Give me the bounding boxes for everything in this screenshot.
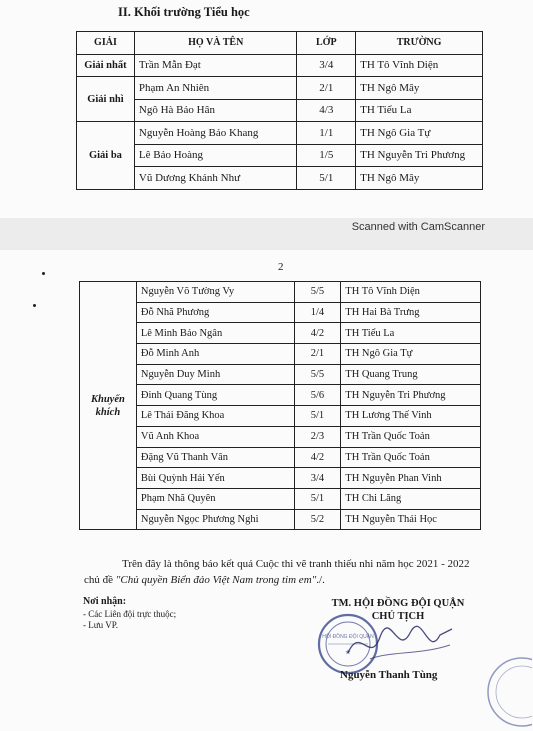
student-school: TH Trần Quốc Toản	[341, 426, 481, 447]
student-class: 1/5	[297, 144, 356, 167]
table-row	[80, 385, 481, 406]
awards-table-encouragement	[79, 281, 481, 530]
signature-org: TM. HỘI ĐỒNG ĐỘI QUẬN	[331, 598, 465, 609]
table-row	[77, 167, 483, 190]
scan-speck	[33, 304, 36, 307]
student-name: Vũ Anh Khoa	[136, 426, 294, 447]
student-class: 5/1	[297, 167, 356, 190]
recipients-heading: Nơi nhận:	[83, 596, 127, 607]
student-name: Ngô Hà Bảo Hân	[134, 99, 297, 122]
table-row	[80, 364, 481, 385]
table-row	[77, 122, 483, 145]
student-name: Nguyễn Võ Tường Vy	[136, 282, 294, 303]
student-name: Lê Thái Đăng Khoa	[136, 406, 294, 427]
table-row	[77, 144, 483, 167]
table-row	[80, 509, 481, 530]
conclusion-text: Trên đây là thông báo kết quả Cuộc thi vẽ tranh thiếu nhi năm học 2021 - 2022 chủ đề	[84, 558, 470, 586]
scanner-watermark: Scanned with CamScanner	[351, 221, 485, 233]
table-row	[80, 302, 481, 323]
student-school: TH Tô Vĩnh Diện	[356, 54, 483, 77]
header-school: TRƯỜNG	[356, 32, 483, 55]
student-name: Đỗ Nhã Phương	[136, 302, 294, 323]
signature-title: CHỦ TỊCH	[371, 611, 425, 622]
table-row	[80, 426, 481, 447]
student-name: Đặng Vũ Thanh Vân	[136, 447, 294, 468]
header-name: HỌ VÀ TÊN	[134, 32, 297, 55]
student-class: 5/6	[294, 385, 341, 406]
table-row	[80, 323, 481, 344]
awards-table-primary	[76, 31, 483, 190]
header-award: GIẢI	[77, 32, 135, 55]
student-name: Đỗ Minh Anh	[136, 344, 294, 365]
conclusion-end: ./.	[316, 574, 325, 586]
handwritten-signature	[340, 615, 460, 670]
table-header-row	[77, 32, 483, 55]
student-school: TH Tô Vĩnh Diện	[341, 282, 481, 303]
page-number: 2	[278, 261, 284, 273]
student-class: 4/3	[297, 99, 356, 122]
student-class: 5/1	[294, 488, 341, 509]
table-row	[80, 447, 481, 468]
award-encouragement	[80, 282, 137, 530]
student-class: 1/1	[297, 122, 356, 145]
student-school: TH Hai Bà Trưng	[341, 302, 481, 323]
partial-stamp	[482, 652, 532, 731]
recipient-item: - Các Liên đội trực thuộc;	[83, 609, 177, 619]
table-row	[80, 282, 481, 303]
student-class: 1/4	[294, 302, 341, 323]
student-school: TH Ngô Mây	[356, 77, 483, 100]
student-class: 5/5	[294, 364, 341, 385]
award-third: Giải ba	[77, 122, 135, 190]
student-class: 4/2	[294, 323, 341, 344]
section-title: II. Khối trường Tiểu học	[118, 5, 250, 19]
award-first: Giải nhất	[77, 54, 135, 77]
document-page-1	[0, 0, 533, 218]
student-name: Phạm An Nhiên	[134, 77, 297, 100]
award-second: Giải nhì	[77, 77, 135, 122]
student-class: 2/1	[294, 344, 341, 365]
student-school: TH Ngô Mây	[356, 167, 483, 190]
table-row	[80, 468, 481, 489]
student-class: 5/2	[294, 509, 341, 530]
student-name: Vũ Dương Khánh Như	[134, 167, 297, 190]
student-name: Nguyễn Hoàng Bảo Khang	[134, 122, 297, 145]
table-row	[80, 488, 481, 509]
award-label-line1: Khuyến	[91, 393, 125, 405]
table-row	[80, 344, 481, 365]
student-school: TH Nguyễn Tri Phương	[341, 385, 481, 406]
student-name: Bùi Quỳnh Hải Yến	[136, 468, 294, 489]
svg-text:★: ★	[345, 650, 351, 656]
student-name: Lê Minh Bảo Ngân	[136, 323, 294, 344]
scan-speck	[42, 272, 45, 275]
student-class: 2/3	[294, 426, 341, 447]
recipients-block	[83, 596, 176, 631]
signatory-name: Nguyễn Thanh Tùng	[340, 669, 438, 681]
recipient-item: - Lưu VP.	[83, 620, 118, 630]
table-row	[80, 406, 481, 427]
student-class: 3/4	[297, 54, 356, 77]
conclusion-paragraph	[84, 556, 482, 588]
student-school: TH Nguyễn Thái Học	[341, 509, 481, 530]
student-school: TH Lương Thế Vinh	[341, 406, 481, 427]
table-row	[77, 77, 483, 100]
student-school: TH Tiểu La	[341, 323, 481, 344]
student-school: TH Nguyễn Tri Phương	[356, 144, 483, 167]
student-class: 5/5	[294, 282, 341, 303]
student-school: TH Nguyễn Phan Vinh	[341, 468, 481, 489]
student-school: TH Ngô Gia Tự	[356, 122, 483, 145]
student-school: TH Ngô Gia Tự	[341, 344, 481, 365]
student-name: Trần Mẫn Đạt	[134, 54, 297, 77]
student-name: Lê Bảo Hoàng	[134, 144, 297, 167]
student-school: TH Tiểu La	[356, 99, 483, 122]
student-class: 5/1	[294, 406, 341, 427]
student-name: Nguyễn Duy Minh	[136, 364, 294, 385]
student-school: TH Chi Lăng	[341, 488, 481, 509]
table-row	[77, 99, 483, 122]
student-school: TH Trần Quốc Toản	[341, 447, 481, 468]
student-class: 4/2	[294, 447, 341, 468]
conclusion-theme: "Chủ quyền Biển đảo Việt Nam trong tim em"	[115, 574, 317, 586]
student-class: 2/1	[297, 77, 356, 100]
student-school: TH Quang Trung	[341, 364, 481, 385]
student-name: Đinh Quang Tùng	[136, 385, 294, 406]
student-name: Nguyễn Ngọc Phương Nghi	[136, 509, 294, 530]
stamp-text: HỘI ĐỒNG ĐỘI QUẬN	[322, 634, 374, 640]
student-class: 3/4	[294, 468, 341, 489]
header-class: LỚP	[297, 32, 356, 55]
award-label-line2: khích	[95, 406, 121, 418]
table-row	[77, 54, 483, 77]
student-name: Phạm Nhã Quyên	[136, 488, 294, 509]
